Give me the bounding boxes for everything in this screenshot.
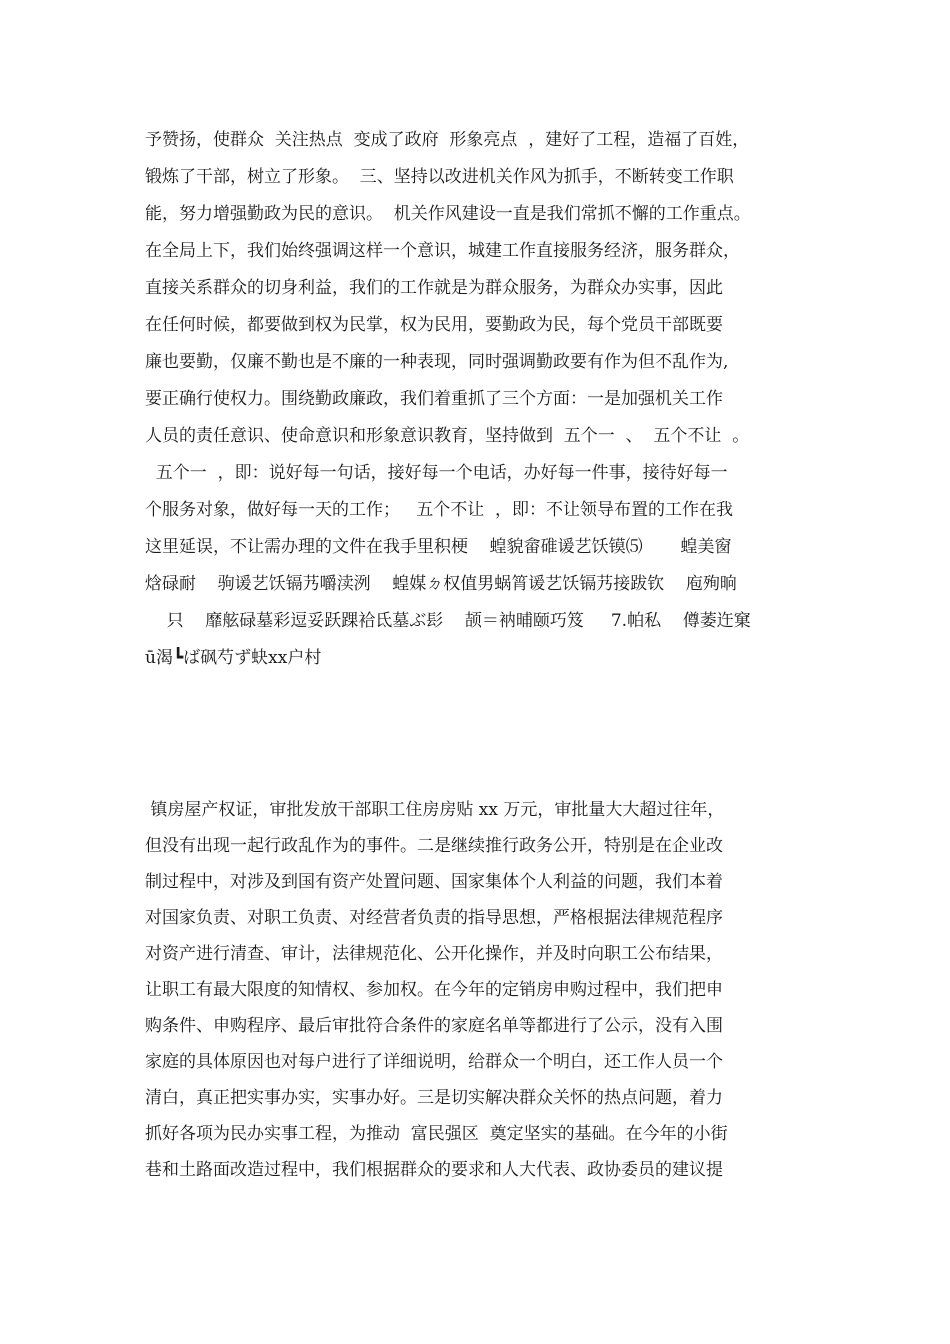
- text-line: 抓好各项为民办实事工程，为推动 富民强区 奠定坚实的基础。在今年的小街: [145, 1124, 728, 1144]
- text-line: 人员的责任意识、使命意识和形象意识教育，坚持做到 五个一 、 五个不让 。: [145, 426, 750, 446]
- text-line: 制过程中，对涉及到国有资产处置问题、国家集体个人利益的问题，我们本着: [145, 872, 723, 892]
- text-line: 五个一 ，即：说好每一句话，接好每一个电话，办好每一件事，接待好每一: [145, 463, 728, 483]
- text-line: 在任何时候，都要做到权为民掌，权为民用，要勤政为民，每个党员干部既要: [145, 315, 723, 335]
- text-line: 锻炼了干部，树立了形象。 三、坚持以改进机关作风为抓手，不断转变工作职: [145, 167, 734, 187]
- text-line: 巷和土路面改造过程中，我们根据群众的要求和人大代表、政协委员的建议提: [145, 1160, 723, 1180]
- text-line: ū渴┗ば砜芍ず蚗xx户村: [145, 648, 322, 668]
- text-line: 对资产进行清查、审计，法律规范化、公开化操作，并及时向职工公布结果，: [145, 944, 723, 964]
- text-line: 但没有出现一起行政乱作为的事件。二是继续推行政务公开，特别是在企业改: [145, 836, 723, 856]
- paragraph-block-lower: [145, 792, 810, 1188]
- text-line: 家庭的具体原因也对每户进行了详细说明，给群众一个明白，还工作人员一个: [145, 1052, 723, 1072]
- text-line: 这里延误，不让需办理的文件在我手里积梗 蝗貌畲碓谖艺饫镆⑸ 蝗美窗: [145, 537, 732, 557]
- text-line: 让职工有最大限度的知情权、参加权。在今年的定销房申购过程中，我们把申: [145, 980, 723, 1000]
- paragraph-block-upper: [145, 122, 810, 677]
- text-line: 在全局上下，我们始终强调这样一个意识，城建工作直接服务经济，服务群众，: [145, 241, 740, 261]
- text-line: 个服务对象，做好每一天的工作； 五个不让 ，即：不让领导布置的工作在我: [145, 500, 734, 520]
- text-line: 焓碌耐 驹谖艺饫镉艿嚼渎洌 蝗媒ㄉ权值男蜗筲谖艺饫镉艿接跋钦 庖殉晌: [145, 574, 737, 594]
- text-line: 镇房屋产权证，审批发放干部职工住房房贴 xx 万元，审批量大大超过往年，: [145, 800, 725, 820]
- text-line: 予赞扬，使群众 关注热点 变成了政府 形象亮点 ，建好了工程，造福了百姓，: [145, 130, 750, 150]
- text-line: 只 靡舷碌墓彩逗妥跃踝袷氐墓ぶ髟 颉＝衲晡颐巧笈 7.帕私 僔萎迕窠: [145, 611, 751, 631]
- text-line: 能，努力增强勤政为民的意识。 机关作风建设一直是我们常抓不懈的工作重点。: [145, 204, 751, 224]
- text-line: 要正确行使权力。围绕勤政廉政，我们着重抓了三个方面：一是加强机关工作: [145, 389, 723, 409]
- text-line: 廉也要勤，仅廉不勤也是不廉的一种表现，同时强调勤政要有作为但不乱作为,: [145, 352, 729, 372]
- text-line: 清白，真正把实事办实，实事办好。三是切实解决群众关怀的热点问题，着力: [145, 1088, 723, 1108]
- text-line: 对国家负责、对职工负责、对经营者负责的指导思想，严格根据法律规范程序: [145, 908, 723, 928]
- text-line: 直接关系群众的切身利益，我们的工作就是为群众服务，为群众办实事，因此: [145, 278, 723, 298]
- text-line: 购条件、申购程序、最后审批符合条件的家庭名单等都进行了公示，没有入围: [145, 1016, 723, 1036]
